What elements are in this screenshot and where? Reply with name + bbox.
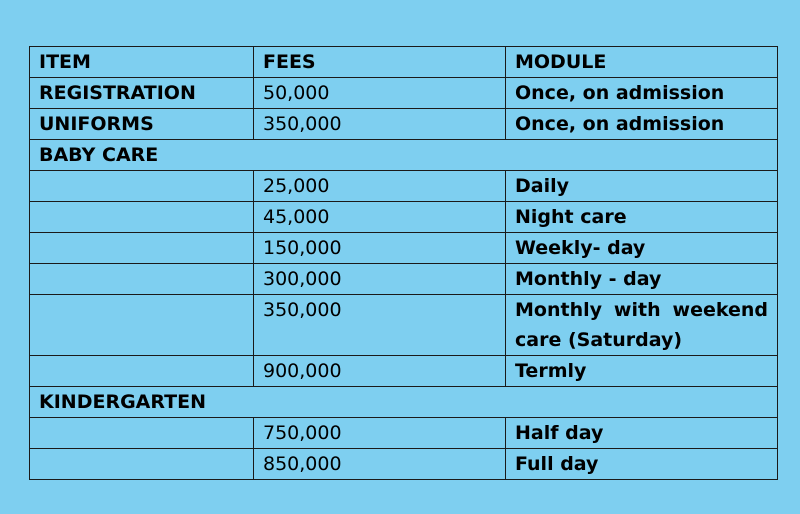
item-cell [30, 449, 254, 480]
fee-cell: 900,000 [254, 356, 506, 387]
fee-cell: 750,000 [254, 418, 506, 449]
fee-cell: 25,000 [254, 171, 506, 202]
module-cell: Weekly- day [506, 233, 778, 264]
fees-table [29, 46, 778, 480]
table-row [30, 449, 778, 480]
item-cell [30, 264, 254, 295]
fee-cell: 850,000 [254, 449, 506, 480]
module-cell: Monthly - day [506, 264, 778, 295]
item-cell [30, 418, 254, 449]
fee-cell: 350,000 [254, 109, 506, 140]
table-row [30, 109, 778, 140]
section-row-kindergarten [30, 387, 778, 418]
table-row [30, 171, 778, 202]
section-row-baby-care [30, 140, 778, 171]
header-fees: FEES [254, 47, 506, 78]
fees-table-container [29, 46, 778, 480]
section-title: BABY CARE [30, 140, 778, 171]
fee-cell: 45,000 [254, 202, 506, 233]
item-cell [30, 356, 254, 387]
fee-cell: 300,000 [254, 264, 506, 295]
fee-cell: 350,000 [254, 295, 506, 356]
header-item: ITEM [30, 47, 254, 78]
item-cell [30, 295, 254, 356]
table-row [30, 233, 778, 264]
module-cell: Once, on admission [506, 78, 778, 109]
item-cell: UNIFORMS [30, 109, 254, 140]
module-cell: Half day [506, 418, 778, 449]
table-row [30, 264, 778, 295]
item-cell: REGISTRATION [30, 78, 254, 109]
table-header-row [30, 47, 778, 78]
item-cell [30, 202, 254, 233]
section-title: KINDERGARTEN [30, 387, 778, 418]
module-cell: Termly [506, 356, 778, 387]
module-cell: Night care [506, 202, 778, 233]
module-cell: Monthly with weekend care (Saturday) [506, 295, 778, 356]
table-row [30, 356, 778, 387]
module-cell: Full day [506, 449, 778, 480]
item-cell [30, 171, 254, 202]
table-row [30, 295, 778, 356]
table-row [30, 202, 778, 233]
table-row [30, 418, 778, 449]
module-cell: Once, on admission [506, 109, 778, 140]
header-module: MODULE [506, 47, 778, 78]
fee-cell: 150,000 [254, 233, 506, 264]
fee-cell: 50,000 [254, 78, 506, 109]
item-cell [30, 233, 254, 264]
table-row [30, 78, 778, 109]
module-cell: Daily [506, 171, 778, 202]
